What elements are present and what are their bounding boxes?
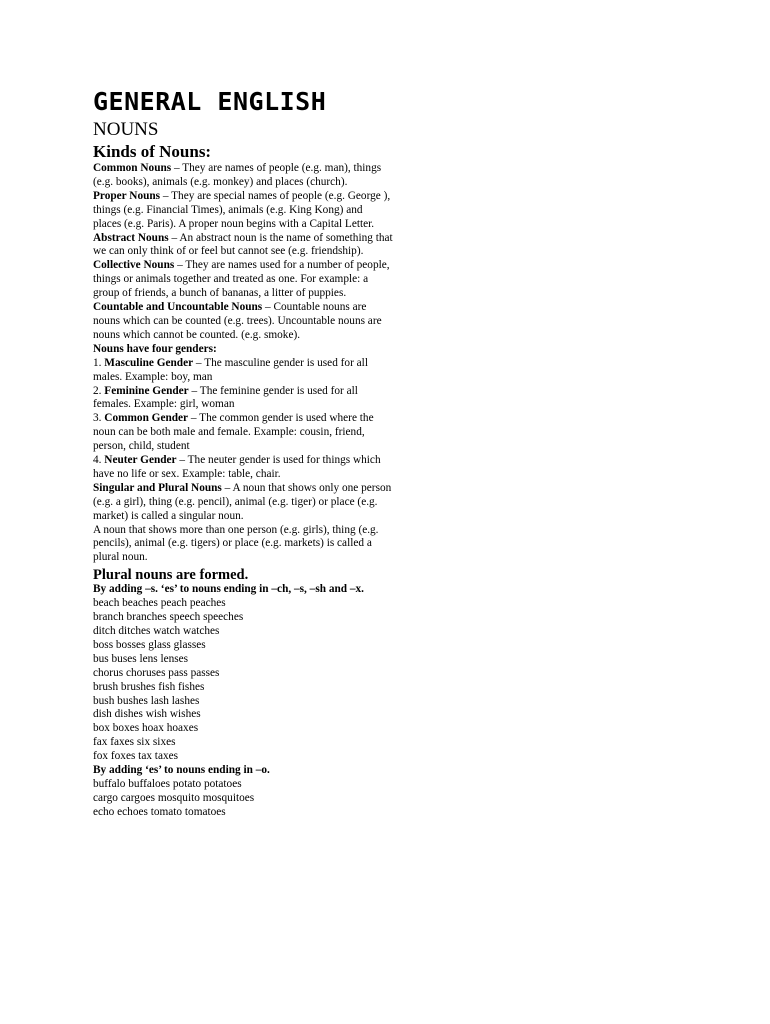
collective-nouns-text: – They are names used for a number of people, things or animals together and treated as one. For example: a group of friends, a bunch of bananas, a litter of puppies.	[93, 259, 390, 300]
document-page	[93, 86, 393, 820]
rule-o-heading: By adding ‘es’ to nouns ending in –o.	[93, 764, 270, 777]
collective-nouns-term: Collective Nouns	[93, 259, 175, 272]
list-item: fox foxes tax taxes	[93, 750, 179, 763]
list-item: beach beaches peach peaches	[93, 597, 226, 610]
rule-es-heading: By adding –s. ‘es’ to nouns ending in –ch, –s, –sh and –x.	[93, 583, 364, 596]
list-item: ditch ditches watch watches	[93, 625, 220, 637]
abstract-nouns-text: – An abstract noun is the name of something that we can only think of or feel but cannot see (e.g. friendship).	[93, 231, 393, 258]
genders-heading: Nouns have four genders:	[93, 342, 217, 355]
singular-plural-text: – A noun that shows only one person (e.g. a girl), thing (e.g. pencil), animal (e.g. tiger) or place (e.g. market) is called a singular noun.	[93, 481, 392, 522]
kinds-heading: Kinds of Nouns:	[93, 142, 212, 161]
o-examples-list	[93, 778, 393, 820]
list-item: fax faxes six sixes	[93, 736, 176, 749]
neuter-term: Neuter Gender	[104, 454, 177, 467]
common-gender-text: – The common gender is used where the noun can be both male and female. Example: cousin, friend, person, child, student	[93, 412, 374, 453]
neuter-text: – The neuter gender is used for things which have no life or sex. Example: table, chair.	[93, 454, 381, 480]
list-item: brush brushes fish fishes	[93, 680, 205, 693]
gender-item	[93, 454, 393, 482]
gender-number: 2.	[93, 384, 105, 397]
common-nouns-term: Common Nouns	[93, 162, 172, 174]
gender-number: 1.	[93, 356, 105, 369]
singular-plural-paragraph	[93, 482, 393, 524]
singular-plural-term: Singular and Plural Nouns	[93, 481, 222, 494]
es-examples-list	[93, 597, 393, 764]
section-title: NOUNS	[93, 119, 159, 140]
plural-noun-paragraph: A noun that shows more than one person (e.g. girls), thing (e.g. pencils), animal (e.g. tigers) or place (e.g. markets) is called a plural noun.	[93, 523, 379, 564]
masculine-term: Masculine Gender	[104, 356, 194, 369]
common-nouns-text: – They are names of people (e.g. man), things (e.g. books), animals (e.g. monkey) and places (church).	[93, 162, 382, 188]
feminine-text: – The feminine gender is used for all females. Example: girl, woman	[93, 384, 358, 411]
feminine-term: Feminine Gender	[104, 384, 189, 397]
list-item: bush bushes lash lashes	[93, 694, 200, 707]
list-item: branch branches speech speeches	[93, 611, 244, 624]
gender-item	[93, 412, 393, 454]
masculine-text: – The masculine gender is used for all males. Example: boy, man	[93, 356, 368, 383]
document-title: GENERAL ENGLISH	[93, 87, 327, 116]
abstract-nouns-term: Abstract Nouns	[93, 231, 169, 244]
gender-item	[93, 357, 393, 385]
gender-number: 4.	[93, 454, 105, 467]
abstract-nouns-paragraph	[93, 232, 393, 260]
list-item: cargo cargoes mosquito mosquitoes	[93, 791, 255, 804]
common-gender-term: Common Gender	[104, 412, 189, 425]
gender-number: 3.	[93, 412, 105, 425]
list-item: buffalo buffaloes potato potatoes	[93, 777, 242, 790]
collective-nouns-paragraph	[93, 259, 393, 301]
proper-nouns-text: – They are special names of people (e.g. George ), things (e.g. Financial Times), animals (e.g. King Kong) and places (e.g. Paris). A proper noun begins with a Capital Letter.	[93, 189, 391, 230]
gender-item	[93, 385, 393, 413]
list-item: echo echoes tomato tomatoes	[93, 805, 226, 818]
list-item: bus buses lens lenses	[93, 652, 189, 665]
common-nouns-paragraph	[93, 162, 393, 190]
list-item: chorus choruses pass passes	[93, 666, 220, 679]
list-item: dish dishes wish wishes	[93, 708, 201, 721]
countable-nouns-term: Countable and Uncountable Nouns	[93, 301, 263, 314]
proper-nouns-term: Proper Nouns	[93, 189, 161, 202]
list-item: box boxes hoax hoaxes	[93, 722, 199, 735]
list-item: boss bosses glass glasses	[93, 638, 206, 651]
proper-nouns-paragraph	[93, 190, 393, 232]
countable-nouns-paragraph	[93, 301, 393, 343]
plural-formed-heading: Plural nouns are formed.	[93, 567, 249, 584]
countable-nouns-text: – Countable nouns are nouns which can be counted (e.g. trees). Uncountable nouns are nouns which cannot be counted. (e.g. smoke).	[93, 301, 382, 341]
